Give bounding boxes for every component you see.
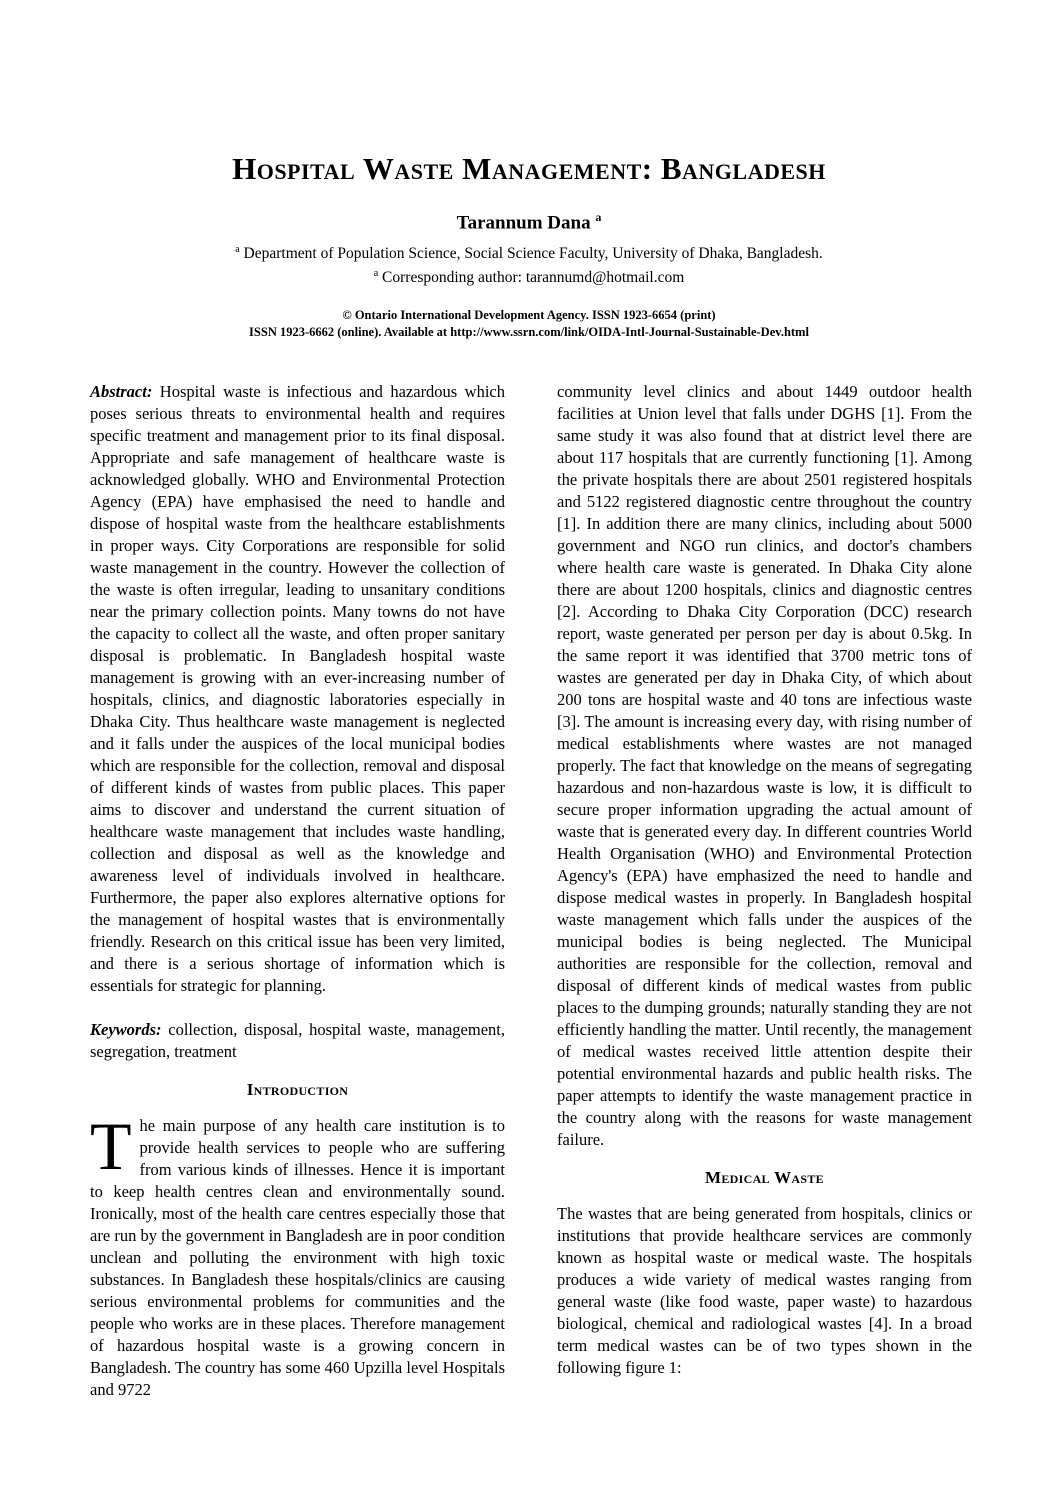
corresponding-text: Corresponding author: tarannumd@hotmail.com <box>382 268 685 286</box>
abstract-text: Hospital waste is infectious and hazardous which poses serious threats to environmental health and requires specific treatment and management prior to its final disposal. Appropriate and safe management of healthcare waste is acknowledged globally. WHO and Environmental Protection Agency (EPA) have emphasised the need to handle and dispose of hospital waste from the healthcare establishments in proper ways. City Corporations are responsible for solid waste management in the country. However the collection of the waste is often irregular, leading to unsanitary conditions near the primary collection points. Many towns do not have the capacity to collect all the waste, and often proper sanitary disposal is problematic. In Bangladesh hospital waste management is growing with an ever-increasing number of hospitals, clinics, and diagnostic laboratories especially in Dhaka City. Thus healthcare waste management is neglected and it falls under the auspices of the local municipal bodies which are responsible for the collection, removal and disposal of different kinds of wastes from public places. This paper aims to discover and understand the current situation of healthcare waste management that includes waste handling, collection and disposal as well as the knowledge and awareness level of individuals involved in healthcare. Furthermore, the paper also explores alternative options for the management of hospital wastes that is environmentally friendly. Research on this critical issue has been very limited, and there is a serious shortage of information which is essentials for strategic for planning. <box>90 381 505 995</box>
left-column <box>90 381 505 1401</box>
keywords-label: Keywords: <box>90 1019 162 1039</box>
keywords-text: collection, disposal, hospital waste, management, segregation, treatment <box>90 1019 505 1061</box>
medical-waste-paragraph: The wastes that are being generated from hospitals, clinics or institutions that provide healthcare services are commonly known as hospital waste or medical waste. The hospitals produces a wide variety of medical wastes ranging from general waste (like food waste, paper waste) to hazardous biological, chemical and radiological wastes [4]. In a broad term medical wastes can be of two types shown in the following figure 1: <box>557 1203 972 1377</box>
right-column <box>557 381 972 1401</box>
corresponding-author-line <box>0 264 1058 287</box>
author-name: Tarannum Dana <box>456 212 591 234</box>
introduction-heading: Introduction <box>246 1079 349 1099</box>
page-title: Hospital Waste Management: Bangladesh <box>232 151 826 186</box>
copyright-line-1: © Ontario International Development Agency. ISSN 1923-6654 (print) <box>342 307 716 322</box>
introduction-text: he main purpose of any health care institution is to provide health services to people who are suffering from various kinds of illnesses. Hence it is important to keep health centres clean and environmentally sound. Ironically, most of the health care centres especially those that are run by the government in Bangladesh are in poor condition unclean and polluting the environment with high toxic substances. In Bangladesh these hospitals/clinics are causing serious environmental problems for communities and the people who works are in these places. Therefore management of hazardous hospital waste is a growing concern in Bangladesh. The country has some 460 Upzilla level Hospitals and 9722 <box>90 1115 505 1399</box>
dropcap-letter: T <box>90 1107 132 1184</box>
two-column-body <box>0 381 1058 1401</box>
abstract-paragraph <box>90 381 505 997</box>
author-superscript: a <box>595 210 602 225</box>
introduction-paragraph <box>90 1107 505 1401</box>
medical-waste-heading: Medical Waste <box>705 1167 824 1187</box>
affiliation-line <box>0 240 1058 263</box>
keywords-paragraph <box>90 1019 505 1063</box>
affiliation-text: Department of Population Science, Social Science Faculty, University of Dhaka, Bangladesh. <box>243 245 823 263</box>
copyright-block <box>0 307 1058 341</box>
affiliation-superscript: a <box>235 244 240 256</box>
abstract-label: Abstract: <box>90 381 153 401</box>
author-line <box>0 210 1058 234</box>
right-column-paragraph-1: community level clinics and about 1449 outdoor health facilities at Union level that falls under DGHS [1]. From the same study it was also found that at district level there are about 117 hospitals that are currently functioning [1]. Among the private hospitals there are about 2501 registered hospitals and 5122 registered diagnostic centre throughout the country [1]. In addition there are many clinics, including about 5000 government and NGO run clinics, and doctor's chambers where health care waste is generated. In Dhaka City alone there are about 1200 hospitals, clinics and diagnostic centres [2]. According to Dhaka City Corporation (DCC) research report, waste generated per person per day is about 0.5kg. In the same report it was identified that 3700 metric tons of wastes are generated per day in Dhaka City, of which about 200 tons are hospital waste and 40 tons are infectious waste [3]. The amount is increasing every day, with rising number of medical establishments where wastes are not managed properly. The fact that knowledge on the means of segregating hazardous and non-hazardous waste is low, it is difficult to secure proper information upgrading the actual amount of waste that is generated every day. In different countries World Health Organisation (WHO) and Environmental Protection Agency's (EPA) have emphasized the need to handle and dispose medical wastes in properly. In Bangladesh hospital waste management which falls under the auspices of the municipal bodies is being neglected. The Municipal authorities are responsible for the collection, removal and disposal of different kinds of medical wastes from public places to the dumping grounds; naturally standing they are not efficiently handling the matter. Until recently, the management of medical wastes received little attention despite their potential environmental hazards and public health risks. The paper attempts to identify the waste management practice in the country along with the reasons for waste management failure. <box>557 381 972 1149</box>
paper-header <box>0 0 1058 341</box>
copyright-line-2: ISSN 1923-6662 (online). Available at http://www.ssrn.com/link/OIDA-Intl-Journal-Sustainable-Dev.html <box>249 324 809 339</box>
corresponding-superscript: a <box>373 267 379 279</box>
